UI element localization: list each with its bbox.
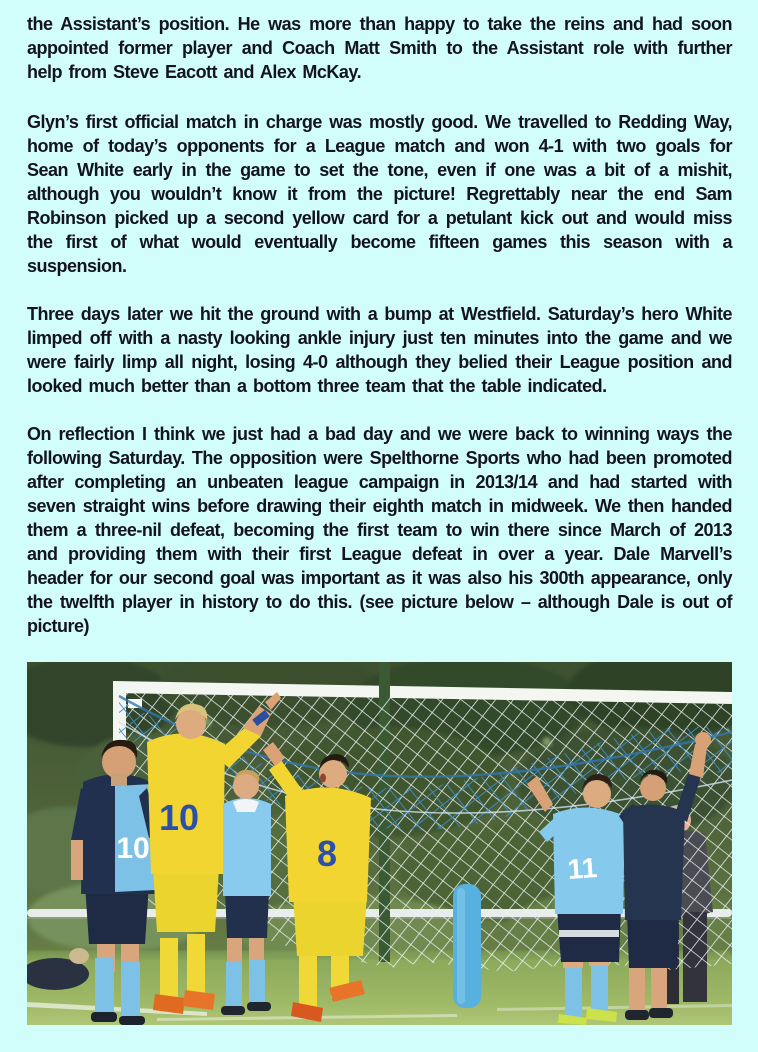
match-photo-scene — [27, 662, 732, 1025]
white-collar — [233, 799, 259, 812]
open-mouth — [320, 774, 326, 783]
fist — [695, 732, 711, 748]
paragraph-2: Glyn’s first official match in charge was mostly good. We travelled to Redding Way, home of today’s opponents for a League match and won 4-1 with two goals for Sean White early in the game to set the tone, even if one was a bit of a mishit, although you wouldn’t know it from the picture! Regrettably near the end Sam Robinson picked up a second yellow card for a petulant kick out and would miss the first of what would eventually become fifteen games this season with a suspension. — [27, 112, 732, 276]
ball — [69, 948, 89, 964]
jersey-number-left: 10 — [116, 832, 150, 865]
shorts-stripe — [559, 930, 619, 937]
jersey-number-yellow-8: 8 — [316, 833, 338, 874]
paragraph-4: On reflection I think we just had a bad day and we were back to winning ways the following Saturday. The opposition were Spelthorne Sports who had been promoted after completing an unbeaten league campaign in 2013/14 and had started with seven straight wins before drawing their eighth match in midweek. We then handed them a three-nil defeat, becoming the first team to win there since March of 2013 and providing them with their first League defeat in over a year. Dale Marvell’s header for our second goal was important as it was also his 300th appearance, only the twelfth player in history to do this. (see picture below – although Dale is out of picture) — [27, 424, 732, 636]
article-body — [27, 12, 732, 638]
post-protector — [453, 884, 481, 1008]
jersey-number-yellow-10: 10 — [158, 797, 200, 838]
paragraph-3: Three days later we hit the ground with a bump at Westfield. Saturday’s hero White limped off with a nasty looking ankle injury just ten minutes into the game and we were fairly limp all night, losing 4-0 although they belied their League position and looked much better than a bottom three team that the table indicated. — [27, 304, 732, 396]
jersey-number-right: 11 — [566, 852, 599, 886]
match-photo — [27, 662, 732, 1025]
paragraph-1: the Assistant’s position. He was more than happy to take the reins and had soon appointed former player and Coach Matt Smith to the Assistant role with further help from Steve Eacott and Alex McKay. — [27, 14, 732, 82]
